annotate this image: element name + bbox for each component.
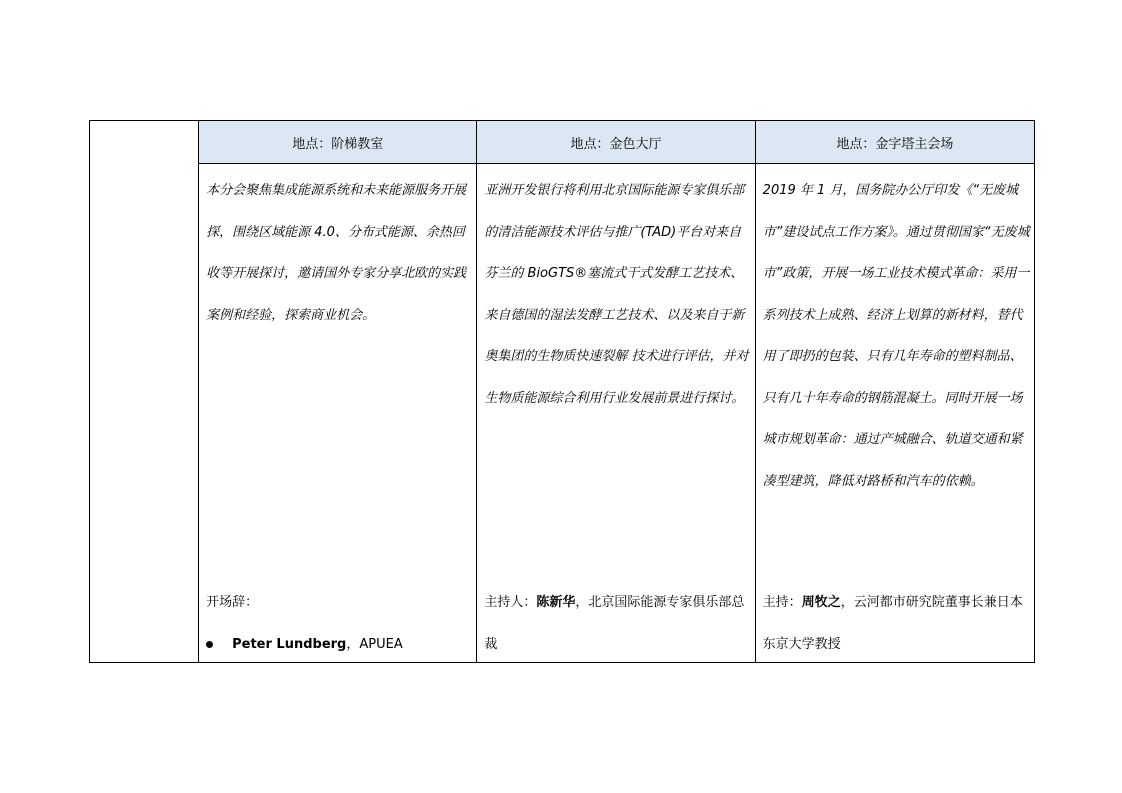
schedule-table	[89, 120, 1035, 663]
session-cell-3	[755, 164, 1034, 663]
host-block-3	[763, 582, 1030, 665]
session-cell-1	[199, 164, 477, 663]
venue-header-1: 地点：阶梯教室	[199, 121, 477, 164]
session-cell-2	[477, 164, 755, 663]
host-label-2: 主持人：	[484, 595, 537, 610]
blank-left-cell	[90, 121, 199, 663]
opening-block	[206, 582, 472, 665]
header-row	[90, 121, 1035, 164]
host-title-2: ，北京国际能源专家俱乐部总裁	[484, 595, 745, 652]
content-row	[90, 164, 1035, 663]
venue-header-3: 地点：金字塔主会场	[755, 121, 1034, 164]
venue-header-2: 地点：金色大厅	[477, 121, 755, 164]
speaker-name: Peter Lundberg	[232, 636, 347, 652]
speaker-item	[206, 624, 472, 666]
host-label-3: 主持：	[762, 595, 802, 610]
opening-label: 开场辞：	[206, 595, 259, 610]
host-block-2	[484, 582, 750, 665]
speaker-affiliation: ，APUEA	[346, 636, 403, 652]
session-description-1: 本分会聚焦集成能源系统和未来能源服务开展探，围绕区域能源 4.0、分布式能源、余热回收等开展探讨，邀请国外专家分享北欧的实践案例和经验，探索商业机会。	[206, 183, 467, 323]
host-name-3: 周牧之	[801, 595, 841, 610]
host-name-2: 陈新华	[536, 595, 576, 610]
session-description-2: 亚洲开发银行将利用北京国际能源专家俱乐部的清洁能源技术评估与推广(TAD)平台对来自芬兰的 BioGTS®塞流式干式发酵工艺技术、来自德国的湿法发酵工艺技术、以及来自于新奥集团的生物质快速裂解 技术进行评估，并对生物质能源综合利用行业发展前景进行探讨。	[484, 183, 749, 406]
bullet-icon	[206, 641, 213, 648]
host-title-3: ，云河都市研究院董事长兼日本东京大学教授	[762, 595, 1023, 652]
session-description-3: 2019 年 1 月，国务院办公厅印发《“无废城市”建设试点工作方案》。通过贯彻国家“无废城市”政策，开展一场工业技术模式革命：采用一系列技术上成熟、经济上划算的新材料，替代用了即扔的包装、只有几年寿命的塑料制品、只有几十年寿命的钢筋混凝土。同时开展一场城市规划革命：通过产城融合、轨道交通和紧凑型建筑，降低对路桥和汽车的依赖。	[762, 183, 1030, 489]
